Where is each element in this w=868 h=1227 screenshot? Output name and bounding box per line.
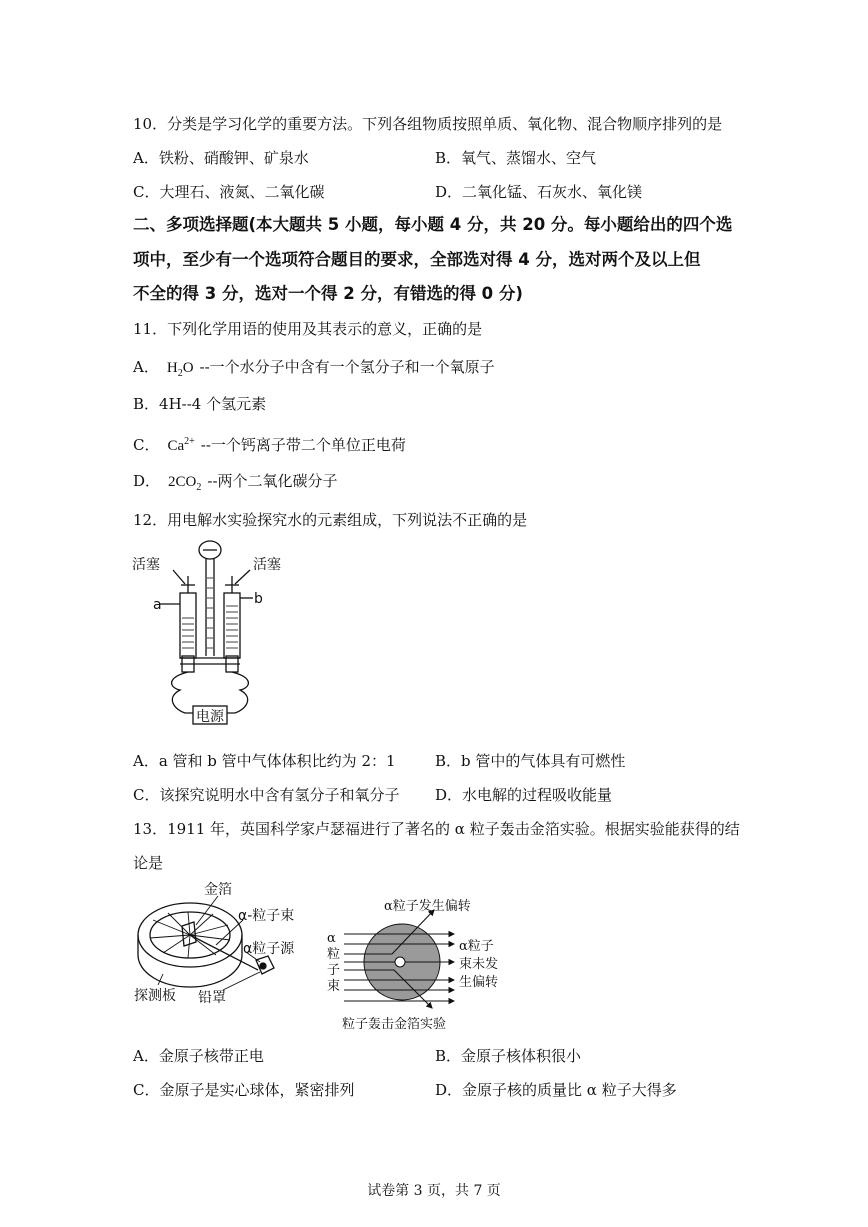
undeflected-label-line2: 束未发 (459, 957, 499, 972)
undeflected-label-line1: α粒子 (459, 939, 494, 954)
option-text: --一个水分子中含有一个氢分子和一个氧原子 (199, 358, 495, 376)
option-prefix: D． (133, 472, 161, 490)
q13-option-c: C．金原子是实心球体，紧密排列 (133, 1081, 355, 1099)
q11-option-b: B．4H--4 个氢元素 (133, 395, 267, 413)
lead-shield-label: 铅罩 (198, 990, 226, 1006)
q13-stem-line-2: 论是 (133, 854, 164, 872)
stopcock-right-label: 活塞 (253, 557, 281, 573)
tube-a-label: a (153, 597, 162, 613)
wire-left (172, 672, 193, 713)
page-footer: 试卷第 3 页，共 7 页 (367, 1183, 501, 1199)
option-prefix: A． (133, 358, 159, 376)
section2-line-1: 二、多项选择题(本大题共 5 小题，每小题 4 分，共 20 分。每小题给出的四个选 (133, 215, 733, 234)
q13-option-b: B．金原子核体积很小 (435, 1047, 582, 1065)
formula-part: O (182, 360, 194, 376)
detector-ring-wall (138, 935, 242, 987)
rutherford-apparatus-figure (128, 880, 318, 1010)
q11-option-c (133, 432, 406, 456)
alpha-source-label: α粒子源 (243, 941, 295, 957)
q13-option-a: A．金原子核带正电 (133, 1047, 264, 1065)
formula-ca (167, 438, 194, 454)
q12-option-d: D．水电解的过程吸收能量 (435, 786, 613, 804)
section2-line-2: 项中，至少有一个选项符合题目的要求，全部选对得 4 分，选对两个及以上但 (133, 250, 701, 269)
q13-option-d: D．金原子核的质量比 α 粒子大得多 (435, 1081, 677, 1099)
q10-option-c: C．大理石、液氮、二氧化碳 (133, 183, 325, 201)
electrolysis-apparatus-figure (125, 538, 295, 738)
experiment-caption: 粒子轰击金箔实验 (342, 1017, 447, 1032)
q12-option-c: C．该探究说明水中含有氢分子和氧分子 (133, 786, 400, 804)
screen-pointer (158, 974, 163, 985)
formula-subscript: 2 (196, 482, 202, 493)
section2-line-3: 不全的得 3 分，选对一个得 2 分，有错选的得 0 分) (133, 284, 523, 303)
q11-option-a (133, 357, 495, 384)
q10-option-b: B．氧气、蒸馏水、空气 (435, 149, 597, 167)
tube-b-label: b (254, 591, 263, 607)
q12-stem: 12．用电解水实验探究水的元素组成，下列说法不正确的是 (133, 511, 528, 529)
alpha-beam-label: α-粒子束 (238, 908, 295, 924)
q13-stem-line-1: 13．1911 年，英国科学家卢瑟福进行了著名的 α 粒子轰击金箔实验。根据实验能获得的结 (133, 820, 740, 838)
q10-option-d: D．二氧化锰、石灰水、氧化镁 (435, 183, 643, 201)
beam-label-line4: 束 (327, 979, 341, 994)
option-prefix: C． (133, 436, 160, 454)
beam-label-line1: α (327, 931, 336, 946)
formula-subscript: 2 (177, 368, 183, 379)
formula-superscript: 2+ (184, 436, 195, 447)
q10-stem: 10．分类是学习化学的重要方法。下列各组物质按照单质、氧化物、混合物顺序排列的是 (133, 115, 723, 133)
undeflected-label-line3: 生偏转 (459, 975, 499, 990)
power-source-label: 电源 (196, 709, 224, 725)
alpha-source-dot (260, 963, 266, 969)
option-text: --两个二氧化碳分子 (207, 472, 338, 490)
q12-option-b: B．b 管中的气体具有可燃性 (435, 752, 626, 770)
q12-option-a: A．a 管和 b 管中气体体积比约为 2：1 (133, 752, 396, 770)
wire-right (227, 672, 248, 713)
beam-label-line3: 子 (327, 963, 341, 978)
detector-screen-label: 探测板 (134, 988, 176, 1004)
formula-part: 2CO (168, 474, 197, 490)
formula-co2 (168, 474, 202, 493)
stopcock-left-pointer (173, 570, 185, 584)
deflection-label: α粒子发生偏转 (384, 899, 471, 914)
formula-h2o (166, 360, 194, 379)
shield-pointer (223, 972, 260, 990)
beam-label-line2: 粒 (327, 947, 341, 962)
formula-part: H (166, 360, 178, 376)
formula-part: Ca (167, 438, 185, 454)
alpha-scattering-diagram (322, 892, 514, 1034)
stopcock-left-label: 活塞 (132, 557, 160, 573)
q11-stem: 11．下列化学用语的使用及其表示的意义，正确的是 (133, 320, 483, 338)
stopcock-right-pointer (235, 570, 250, 584)
q11-option-d (133, 471, 338, 498)
gold-foil-label: 金箔 (204, 882, 232, 898)
foil-pointer (196, 896, 218, 925)
nucleus-dot (395, 957, 405, 967)
option-text: --一个钙离子带二个单位正电荷 (200, 436, 406, 454)
q10-option-a: A．铁粉、硝酸钾、矿泉水 (133, 149, 309, 167)
